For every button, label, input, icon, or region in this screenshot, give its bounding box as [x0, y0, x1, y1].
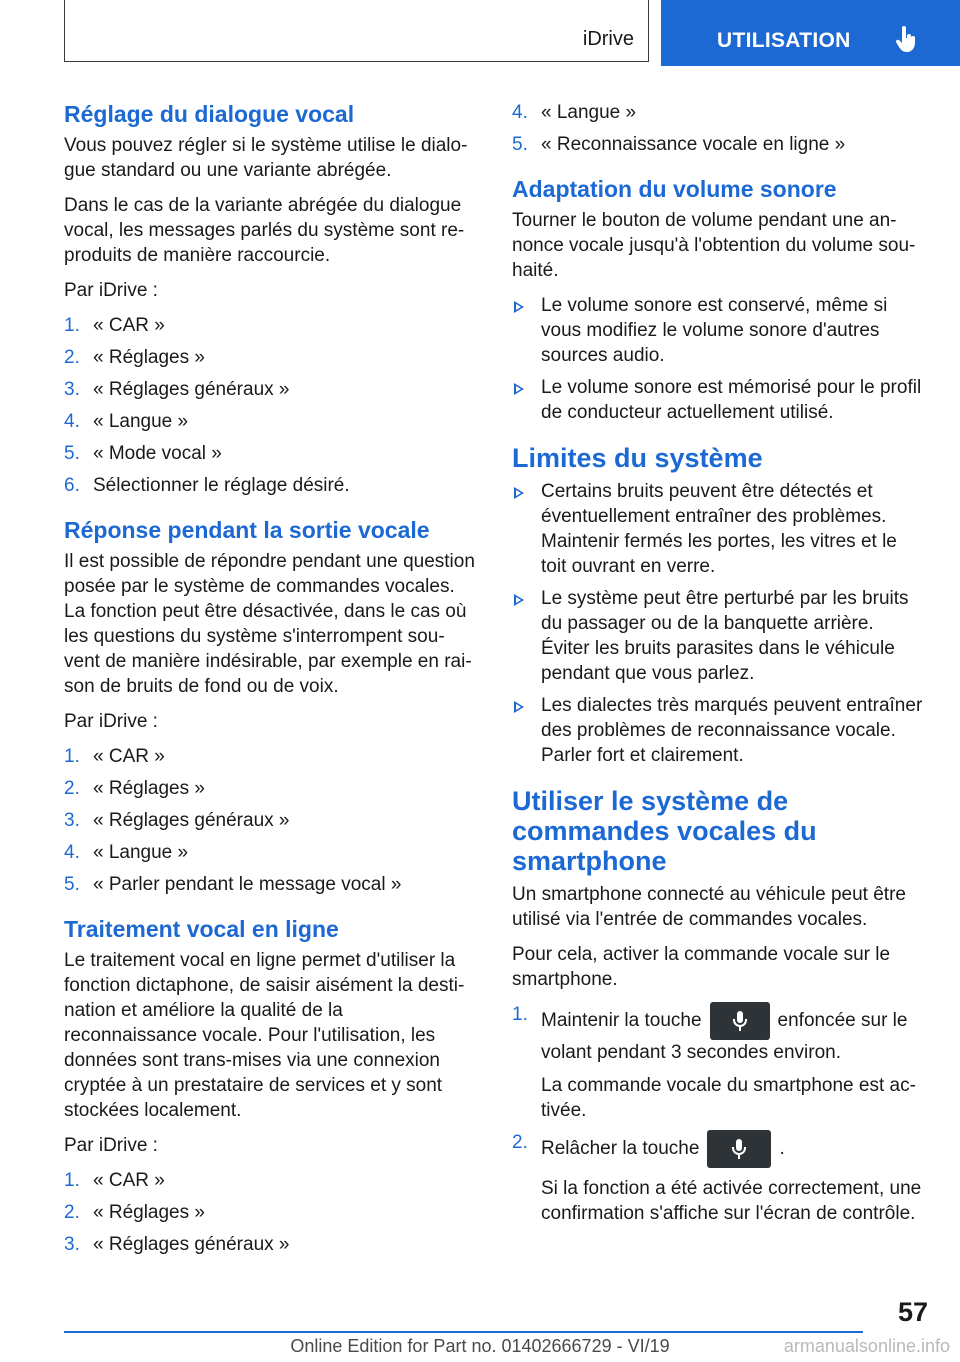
bullet-triangle-icon [514, 301, 524, 313]
paragraph: Par iDrive : [64, 711, 158, 732]
bullet-item: Le volume sonore est mémorisé pour le profil de conducteur actuellement utilisé. [512, 375, 926, 425]
bullet-triangle-icon [514, 487, 524, 499]
list-item: 2. « Réglages » [64, 778, 205, 799]
list-item: 2. « Réglages » [64, 1202, 205, 1223]
step-list [512, 1002, 926, 1226]
page-number: 57 [897, 1297, 928, 1327]
step-list [64, 744, 478, 897]
list-item: 5. « Parler pendant le message vocal » [64, 874, 402, 895]
list-item: 3. « Réglages généraux » [64, 1234, 290, 1255]
paragraph: Par iDrive : [64, 1135, 158, 1156]
list-item: 1. « CAR » [64, 746, 165, 767]
list-item: 4. « Langue » [64, 411, 189, 432]
list-item: 6. Sélectionner le réglage désiré. [64, 475, 350, 496]
list-item: 2. « Réglages » [64, 347, 205, 368]
header-section-tab [661, 0, 960, 66]
header-chapter-box [64, 0, 649, 62]
paragraph: Tourner le bouton de volume pendant une an‐nonce vocale jusqu'à l'obtention du volume sou‐haité. [512, 210, 916, 281]
step-list-continued [512, 100, 926, 157]
microphone-button-icon [707, 1130, 771, 1168]
heading-reponse-sortie-vocale: Réponse pendant la sortie vocale [64, 517, 430, 543]
step-list [64, 313, 478, 498]
watermark: armanualsonline.info [783, 1336, 950, 1356]
paragraph: Un smartphone connecté au véhicule peut être utilisé via l'entrée de commandes vocales. [512, 884, 906, 930]
paragraph: Le traitement vocal en ligne permet d'utiliser la fonction dictaphone, de saisir aisément la desti‐nation et améliore la qualité de la reconnaissance vocale. Pour l'utilisation, les données sont trans‐mises via une connexion cryptée à un prestataire de services et y sont stockées localement. [64, 950, 465, 1121]
chapter-title: iDrive [582, 28, 634, 50]
heading-adaptation-volume: Adaptation du volume sonore [512, 176, 837, 202]
list-item: 4. « Langue » [512, 102, 637, 123]
step-list [64, 1168, 478, 1257]
bullet-item: Le volume sonore est conservé, même si vous modifiez le volume sonore d'autres sources audio. [512, 293, 926, 368]
list-item: 1. « CAR » [64, 315, 165, 336]
heading-reglage-dialogue: Réglage du dialogue vocal [64, 101, 355, 127]
list-item: 5. « Mode vocal » [64, 443, 222, 464]
list-item: 2. Relâcher la touche . Si la fonction a été activée correctement, une confirmation s'affiche sur l'écran de contrôle. [512, 1130, 926, 1226]
bullet-list [512, 293, 926, 425]
paragraph: Vous pouvez régler si le système utilise le dialo‐gue standard ou une variante abrégée. [64, 135, 468, 181]
step-result: La commande vocale du smartphone est ac‐tivée. [541, 1075, 916, 1121]
bullet-triangle-icon [514, 594, 524, 606]
heading-commandes-smartphone: Utiliser le système de commandes vocales du smartphone [512, 786, 817, 876]
bullet-item: Certains bruits peuvent être détectés et éventuellement entraîner des problèmes. Maintenir fermés les portes, les vitres et le toit ouvrant en verre. [512, 479, 926, 579]
list-item: 3. « Réglages généraux » [64, 379, 290, 400]
paragraph: Dans le cas de la variante abrégée du dialogue vocal, les messages parlés du système sont re‐produits de manière raccourcie. [64, 195, 465, 266]
footer-divider [64, 1331, 863, 1333]
section-title: UTILISATION [717, 29, 851, 52]
paragraph: Par iDrive : [64, 280, 158, 301]
paragraph: Pour cela, activer la commande vocale sur le smartphone. [512, 944, 891, 990]
list-item: 4. « Langue » [64, 842, 189, 863]
pointing-hand-icon [895, 26, 919, 54]
paragraph: Il est possible de répondre pendant une question posée par le système de commandes vocales. La fonction peut être désactivée, dans le cas où les questions du système s'interrompent sou‐vent de manière indésirable, par exemple en rai‐son de bruits de fond ou de voix. [64, 551, 475, 697]
heading-traitement-vocal: Traitement vocal en ligne [64, 916, 339, 942]
list-item: 3. « Réglages généraux » [64, 810, 290, 831]
step-result: Si la fonction a été activée correctement, une confirmation s'affiche sur l'écran de contrôle. [541, 1178, 922, 1224]
footer-edition: Online Edition for Part no. 01402666729 - VI/19 [290, 1336, 670, 1356]
microphone-button-icon [710, 1002, 770, 1040]
bullet-triangle-icon [514, 701, 524, 713]
list-item: 5. « Reconnaissance vocale en ligne » [512, 134, 846, 155]
right-column [512, 100, 926, 1244]
bullet-item: Les dialectes très marqués peuvent entraîner des problèmes de reconnaissance vocale. Parler fort et clairement. [512, 693, 926, 768]
bullet-triangle-icon [514, 383, 524, 395]
bullet-list [512, 479, 926, 768]
left-column [64, 100, 478, 1275]
bullet-item: Le système peut être perturbé par les bruits du passager ou de la banquette arrière. Éviter les bruits parasites dans le véhicule pendant que vous parlez. [512, 586, 926, 686]
heading-limites-systeme: Limites du système [512, 443, 763, 473]
list-item: 1. Maintenir la touche enfoncée sur le volant pendant 3 secondes environ. La commande vocale du smartphone est ac‐tivée. [512, 1002, 926, 1123]
list-item: 1. « CAR » [64, 1170, 165, 1191]
